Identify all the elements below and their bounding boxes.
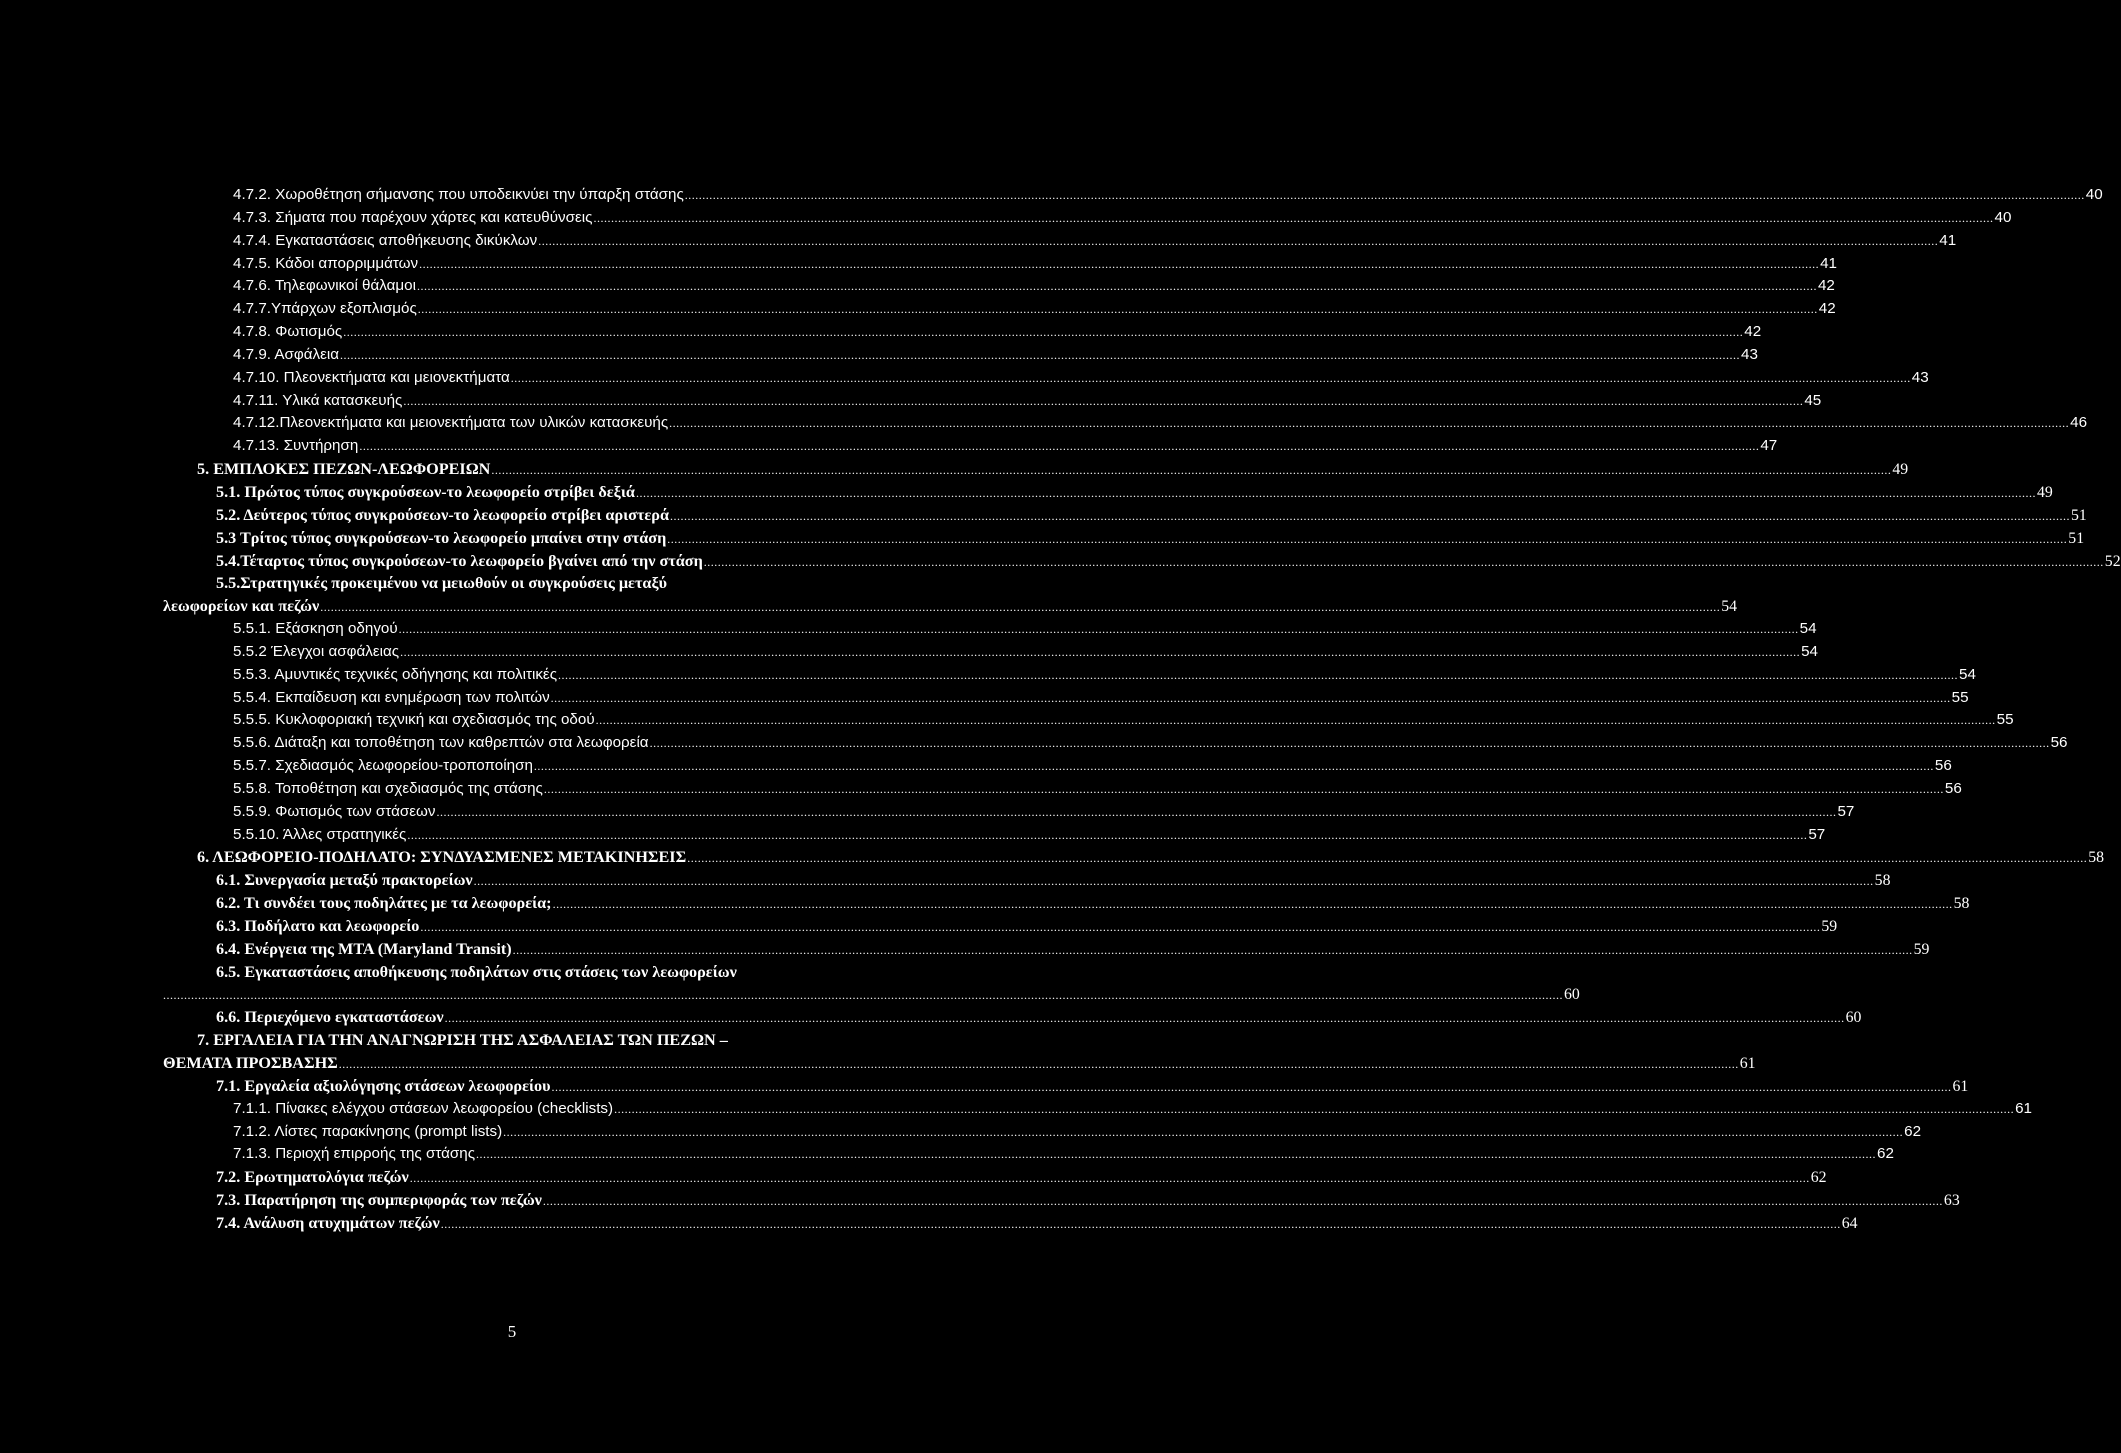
- toc-entry-title: 7.3. Παρατήρηση της συμπεριφοράς των πεζών: [216, 1191, 542, 1210]
- toc-entry-title: 4.7.13. Συντήρηση: [233, 437, 359, 455]
- dot-leader: ................................................................................................................................................................................................................................................................................................................................................................................................................: [684, 188, 2085, 202]
- dot-leader: ................................................................................................................................................................................................................................................................................................................................................................................................................: [407, 827, 1808, 842]
- dot-leader: ................................................................................................................................................................................................................................................................................................................................................................................................................: [340, 347, 1741, 362]
- toc-entry-page: 61: [1952, 1077, 1969, 1095]
- toc-entry-title: 5.4.Τέταρτος τύπος συγκρούσεων-το λεωφορείο βγαίνει από την στάση: [216, 551, 703, 570]
- toc-entry-page: 49: [1892, 461, 1909, 479]
- toc-entry-page: 58: [1953, 895, 1970, 913]
- dot-leader: ................................................................................................................................................................................................................................................................................................................................................................................................................: [595, 713, 1996, 728]
- toc-entry-title: 5.5.10. Άλλες στρατηγικές: [233, 825, 407, 843]
- toc-entry-page: 42: [1744, 323, 1762, 341]
- toc-entry-title: 4.7.5. Κάδοι απορριμμάτων: [233, 254, 419, 272]
- table-of-contents: [163, 184, 2121, 1235]
- toc-entry-page: 59: [1821, 918, 1838, 935]
- toc-entry-title: 6. ΛΕΩΦΟΡΕΙΟ-ΠΟΔΗΛΑΤΟ: ΣΥΝΔΥΑΣΜΕΝΕΣ ΜΕΤΑΚΙΝΗΣΕΙΣ: [197, 848, 687, 867]
- toc-entry-page: 62: [1810, 1169, 1827, 1187]
- dot-leader: ................................................................................................................................................................................................................................................................................................................................................................................................................: [403, 393, 1804, 408]
- dot-leader: ................................................................................................................................................................................................................................................................................................................................................................................................................: [503, 1124, 1904, 1139]
- dot-leader: ................................................................................................................................................................................................................................................................................................................................................................................................................: [476, 1147, 1877, 1162]
- toc-entry-page: 60: [1564, 985, 1580, 1003]
- toc-entry[interactable]: [163, 184, 2103, 207]
- toc-entry[interactable]: [163, 458, 1909, 481]
- toc-entry-title: 4.7.11. Υλικά κατασκευής: [233, 391, 403, 409]
- toc-entry[interactable]: [163, 755, 1952, 778]
- dot-leader: ................................................................................................................................................................................................................................................................................................................................................................................................................: [491, 463, 1892, 478]
- toc-entry-page: 60: [1845, 1009, 1862, 1027]
- toc-entry-page: 43: [1741, 345, 1758, 363]
- toc-entry[interactable]: [163, 481, 2053, 504]
- toc-entry[interactable]: [163, 550, 2121, 573]
- toc-entry-title: 7.1.3. Περιοχή επιρροής της στάσης: [233, 1145, 476, 1163]
- toc-entry[interactable]: [163, 892, 1970, 915]
- toc-entry-title: 6.1. Συνεργασία μεταξύ πρακτορείων: [216, 871, 473, 890]
- toc-entry-page: 46: [2070, 414, 2088, 432]
- toc-entry-title: λεωφορείων και πεζών: [163, 597, 320, 616]
- toc-entry[interactable]: [163, 938, 1930, 961]
- toc-entry-title: 5.5.8. Τοποθέτηση και σχεδιασμός της στάσης: [233, 779, 543, 797]
- toc-entry-page: 45: [1804, 391, 1822, 409]
- toc-entry-title: 7.1. Εργαλεία αξιολόγησης στάσεων λεωφορείου: [216, 1076, 551, 1095]
- dot-leader: ................................................................................................................................................................................................................................................................................................................................................................................................................: [163, 987, 1563, 1002]
- toc-entry-title: 5.3 Τρίτος τύπος συγκρούσεων-το λεωφορείο μπαίνει στην στάση: [216, 528, 667, 547]
- toc-entry[interactable]: [163, 664, 1976, 687]
- dot-leader: ................................................................................................................................................................................................................................................................................................................................................................................................................: [510, 370, 1911, 385]
- toc-entry[interactable]: [163, 1098, 2032, 1121]
- toc-entry[interactable]: [163, 321, 1762, 344]
- dot-leader: ................................................................................................................................................................................................................................................................................................................................................................................................................: [551, 1079, 1952, 1094]
- toc-entry-page: 47: [1760, 437, 1778, 455]
- toc-entry-title: 4.7.9. Ασφάλεια: [233, 345, 340, 363]
- toc-entry-title: 4.7.4. Εγκαταστάσεις αποθήκευσης δικύκλων: [233, 231, 538, 249]
- dot-leader: ................................................................................................................................................................................................................................................................................................................................................................................................................: [473, 874, 1874, 889]
- toc-entry-page: 56: [1934, 757, 1952, 775]
- toc-entry-page: 51: [2068, 529, 2085, 547]
- dot-leader: ................................................................................................................................................................................................................................................................................................................................................................................................................: [512, 942, 1913, 957]
- toc-entry-page: 49: [2036, 483, 2053, 501]
- dot-leader: ................................................................................................................................................................................................................................................................................................................................................................................................................: [533, 759, 1934, 774]
- dot-leader: ................................................................................................................................................................................................................................................................................................................................................................................................................: [436, 804, 1837, 819]
- toc-entry-title: 5.5.2 Έλεγχοι ασφάλειας: [233, 642, 400, 660]
- toc-entry-title: 6.2. Τι συνδέει τους ποδηλάτες με τα λεωφορεία;: [216, 894, 552, 913]
- toc-entry-page: 63: [1943, 1192, 1960, 1210]
- toc-entry-title: 5.2. Δεύτερος τύπος συγκρούσεων-το λεωφορείο στρίβει αριστερά: [216, 505, 670, 524]
- dot-leader: ................................................................................................................................................................................................................................................................................................................................................................................................................: [419, 256, 1820, 271]
- toc-entry-title: 5.5.6. Διάταξη και τοποθέτηση των καθρεπτών στα λεωφορεία: [233, 734, 649, 752]
- toc-entry-title: 5.5.4. Εκπαίδευση και ενημέρωση των πολιτών: [233, 688, 550, 706]
- toc-entry-page: 54: [1959, 665, 1976, 683]
- toc-entry-page: 51: [2071, 506, 2087, 524]
- toc-entry[interactable]: [163, 824, 1826, 847]
- dot-leader: ................................................................................................................................................................................................................................................................................................................................................................................................................: [420, 920, 1821, 934]
- dot-leader: ................................................................................................................................................................................................................................................................................................................................................................................................................: [670, 508, 2071, 523]
- toc-entry[interactable]: [163, 1166, 1827, 1189]
- toc-entry[interactable]: [163, 572, 880, 595]
- dot-leader: ................................................................................................................................................................................................................................................................................................................................................................................................................: [635, 485, 2036, 500]
- dot-leader: ................................................................................................................................................................................................................................................................................................................................................................................................................: [338, 1057, 1739, 1072]
- toc-entry-title: 6.4. Ενέργεια της MTA (Maryland Transit): [216, 939, 512, 958]
- toc-entry-title: 6.6. Περιεχόμενο εγκαταστάσεων: [216, 1008, 444, 1027]
- dot-leader: ................................................................................................................................................................................................................................................................................................................................................................................................................: [593, 210, 1994, 225]
- toc-entry-page: 64: [1841, 1214, 1858, 1232]
- dot-leader: ................................................................................................................................................................................................................................................................................................................................................................................................................: [614, 1101, 2015, 1116]
- toc-entry[interactable]: [163, 1189, 1960, 1212]
- dot-leader: ................................................................................................................................................................................................................................................................................................................................................................................................................: [440, 1216, 1841, 1231]
- toc-entry-title: 5. ΕΜΠΛΟΚΕΣ ΠΕΖΩΝ-ΛΕΩΦΟΡΕΙΩΝ: [197, 460, 491, 479]
- toc-entry[interactable]: [163, 1143, 1894, 1166]
- toc-entry[interactable]: [163, 709, 2014, 732]
- toc-entry-title: 4.7.8. Φωτισμός: [233, 323, 343, 341]
- toc-entry[interactable]: [163, 298, 1836, 321]
- toc-entry-title: 4.7.3. Σήματα που παρέχουν χάρτες και κατευθύνσεις: [233, 208, 593, 226]
- toc-entry[interactable]: [163, 1212, 1858, 1235]
- toc-entry-page: 61: [2015, 1099, 2032, 1117]
- toc-entry-page: 59: [1913, 940, 1930, 958]
- toc-entry-page: 54: [1801, 642, 1818, 660]
- toc-entry-title: 4.7.10. Πλεονεκτήματα και μειονεκτήματα: [233, 368, 510, 386]
- toc-entry-title: 6.5. Εγκαταστάσεις αποθήκευσης ποδηλάτων στις στάσεις των λεωφορείων: [216, 962, 737, 981]
- toc-entry-page: 55: [1951, 688, 1969, 706]
- toc-entry-title: 5.5.3. Αμυντικές τεχνικές οδήγησης και πολιτικές: [233, 665, 558, 683]
- toc-entry[interactable]: [163, 253, 1838, 276]
- dot-leader: ................................................................................................................................................................................................................................................................................................................................................................................................................: [320, 600, 1721, 615]
- dot-leader: ................................................................................................................................................................................................................................................................................................................................................................................................................: [416, 279, 1817, 294]
- toc-entry[interactable]: [163, 367, 1929, 390]
- toc-entry[interactable]: [163, 435, 1778, 458]
- toc-entry-page: 58: [1874, 872, 1891, 890]
- toc-entry-page: 52: [2104, 552, 2121, 570]
- dot-leader: ................................................................................................................................................................................................................................................................................................................................................................................................................: [417, 302, 1818, 317]
- toc-entry-title: 4.7.7.Υπάρχων εξοπλισμός: [233, 300, 417, 318]
- page-number: 5: [507, 1322, 517, 1341]
- dot-leader: ................................................................................................................................................................................................................................................................................................................................................................................................................: [558, 667, 1959, 682]
- toc-entry-page: 58: [2088, 849, 2104, 867]
- toc-entry-page: 41: [1820, 254, 1838, 272]
- toc-entry[interactable]: [163, 504, 2087, 527]
- dot-leader: ................................................................................................................................................................................................................................................................................................................................................................................................................: [398, 622, 1799, 637]
- toc-entry-page: 42: [1818, 300, 1836, 318]
- toc-entry-page: 56: [2050, 734, 2068, 752]
- toc-entry-page: 62: [1877, 1145, 1894, 1163]
- toc-entry-page: 62: [1904, 1122, 1922, 1140]
- toc-entry-title: 7.2. Ερωτηματολόγια πεζών: [216, 1168, 409, 1187]
- toc-entry-title: 4.7.12.Πλεονεκτήματα και μειονεκτήματα των υλικών κατασκευής: [233, 414, 669, 432]
- dot-leader: ................................................................................................................................................................................................................................................................................................................................................................................................................: [687, 851, 2088, 866]
- dot-leader: ................................................................................................................................................................................................................................................................................................................................................................................................................: [542, 1194, 1943, 1209]
- toc-entry[interactable]: [163, 687, 1969, 710]
- dot-leader: ................................................................................................................................................................................................................................................................................................................................................................................................................: [669, 416, 2070, 431]
- toc-entry-title: 5.5.9. Φωτισμός των στάσεων: [233, 802, 436, 820]
- toc-entry[interactable]: [163, 801, 1855, 824]
- toc-entry-page: 42: [1817, 277, 1835, 295]
- toc-entry-title: 5.5.7. Σχεδιασμός λεωφορείου-τροποποίηση: [233, 757, 533, 775]
- toc-entry[interactable]: [163, 846, 2104, 869]
- dot-leader: ................................................................................................................................................................................................................................................................................................................................................................................................................: [703, 554, 2104, 569]
- toc-entry[interactable]: [163, 1052, 1756, 1075]
- dot-leader: ................................................................................................................................................................................................................................................................................................................................................................................................................: [343, 325, 1744, 340]
- toc-entry-title: 5.5.1. Εξάσκηση οδηγού: [233, 620, 398, 638]
- toc-entry[interactable]: [163, 1121, 1922, 1144]
- toc-entry[interactable]: [163, 230, 1957, 253]
- toc-entry[interactable]: [163, 961, 880, 984]
- toc-entry-title: 4.7.2. Χωροθέτηση σήμανσης που υποδεικνύει την ύπαρξη στάσης: [233, 186, 684, 203]
- toc-entry[interactable]: [163, 778, 1962, 801]
- toc-entry[interactable]: [163, 732, 2068, 755]
- toc-entry-title: 7.1.1. Πίνακες ελέγχου στάσεων λεωφορείου (checklists): [233, 1099, 614, 1117]
- toc-entry-title: 7.1.2. Λίστες παρακίνησης (prompt lists): [233, 1122, 503, 1140]
- toc-entry-page: 54: [1799, 620, 1817, 638]
- toc-entry-page: 57: [1808, 825, 1826, 843]
- toc-entry[interactable]: [163, 869, 1891, 892]
- toc-entry-page: 40: [2085, 186, 2103, 203]
- dot-leader: ................................................................................................................................................................................................................................................................................................................................................................................................................: [550, 690, 1951, 705]
- toc-entry-title: 5.5.Στρατηγικές προκειμένου να μειωθούν οι συγκρούσεις μεταξύ: [216, 574, 668, 593]
- toc-entry[interactable]: [163, 275, 1835, 298]
- toc-entry-page: 55: [1996, 711, 2014, 729]
- dot-leader: ................................................................................................................................................................................................................................................................................................................................................................................................................: [409, 1171, 1810, 1186]
- dot-leader: ................................................................................................................................................................................................................................................................................................................................................................................................................: [649, 736, 2050, 751]
- toc-entry-title: 7.4. Ανάλυση ατυχημάτων πεζών: [216, 1213, 440, 1232]
- toc-entry-title: 4.7.6. Τηλεφωνικοί θάλαμοι: [233, 277, 416, 295]
- toc-entry-title: 5.1. Πρώτος τύπος συγκρούσεων-το λεωφορείο στρίβει δεξιά: [216, 482, 635, 501]
- toc-entry[interactable]: [163, 915, 1838, 938]
- toc-entry[interactable]: [163, 1006, 1862, 1029]
- dot-leader: ................................................................................................................................................................................................................................................................................................................................................................................................................: [400, 644, 1801, 659]
- toc-entry[interactable]: [163, 390, 1822, 413]
- toc-entry[interactable]: [163, 412, 2088, 435]
- toc-entry-page: 41: [1939, 231, 1957, 249]
- toc-entry-title: 5.5.5. Κυκλοφοριακή τεχνική και σχεδιασμός της οδού: [233, 711, 595, 729]
- toc-entry-page: 54: [1721, 598, 1738, 616]
- toc-entry-page: 43: [1911, 368, 1929, 386]
- dot-leader: ................................................................................................................................................................................................................................................................................................................................................................................................................: [538, 233, 1939, 248]
- dot-leader: ................................................................................................................................................................................................................................................................................................................................................................................................................: [359, 439, 1760, 454]
- toc-entry[interactable]: [163, 1075, 1969, 1098]
- toc-entry-title: ΘΕΜΑΤΑ ΠΡΟΣΒΑΣΗΣ: [163, 1054, 338, 1073]
- dot-leader: ................................................................................................................................................................................................................................................................................................................................................................................................................: [552, 897, 1953, 912]
- dot-leader: ................................................................................................................................................................................................................................................................................................................................................................................................................: [667, 531, 2068, 546]
- toc-entry-title: 7. ΕΡΓΑΛΕΙΑ ΓΙΑ ΤΗΝ ΑΝΑΓΝΩΡΙΣΗ ΤΗΣ ΑΣΦΑΛΕΙΑΣ ΤΩΝ ΠΕΖΩΝ –: [197, 1031, 728, 1050]
- toc-entry[interactable]: [163, 641, 1818, 664]
- dot-leader: ................................................................................................................................................................................................................................................................................................................................................................................................................: [543, 781, 1944, 796]
- toc-entry-page: 61: [1739, 1055, 1756, 1073]
- toc-entry[interactable]: [163, 984, 1580, 1007]
- toc-entry-title: 6.3. Ποδήλατο και λεωφορείο: [216, 917, 420, 935]
- toc-entry[interactable]: [163, 1029, 880, 1052]
- toc-entry[interactable]: [163, 595, 1738, 618]
- toc-entry[interactable]: [163, 207, 2012, 230]
- toc-entry-page: 56: [1944, 779, 1962, 797]
- toc-entry[interactable]: [163, 618, 1817, 641]
- toc-entry-page: 57: [1837, 802, 1855, 820]
- dot-leader: ................................................................................................................................................................................................................................................................................................................................................................................................................: [444, 1011, 1845, 1026]
- toc-entry[interactable]: [163, 527, 2085, 550]
- toc-entry-page: 40: [1994, 208, 2012, 226]
- toc-entry[interactable]: [163, 344, 1758, 367]
